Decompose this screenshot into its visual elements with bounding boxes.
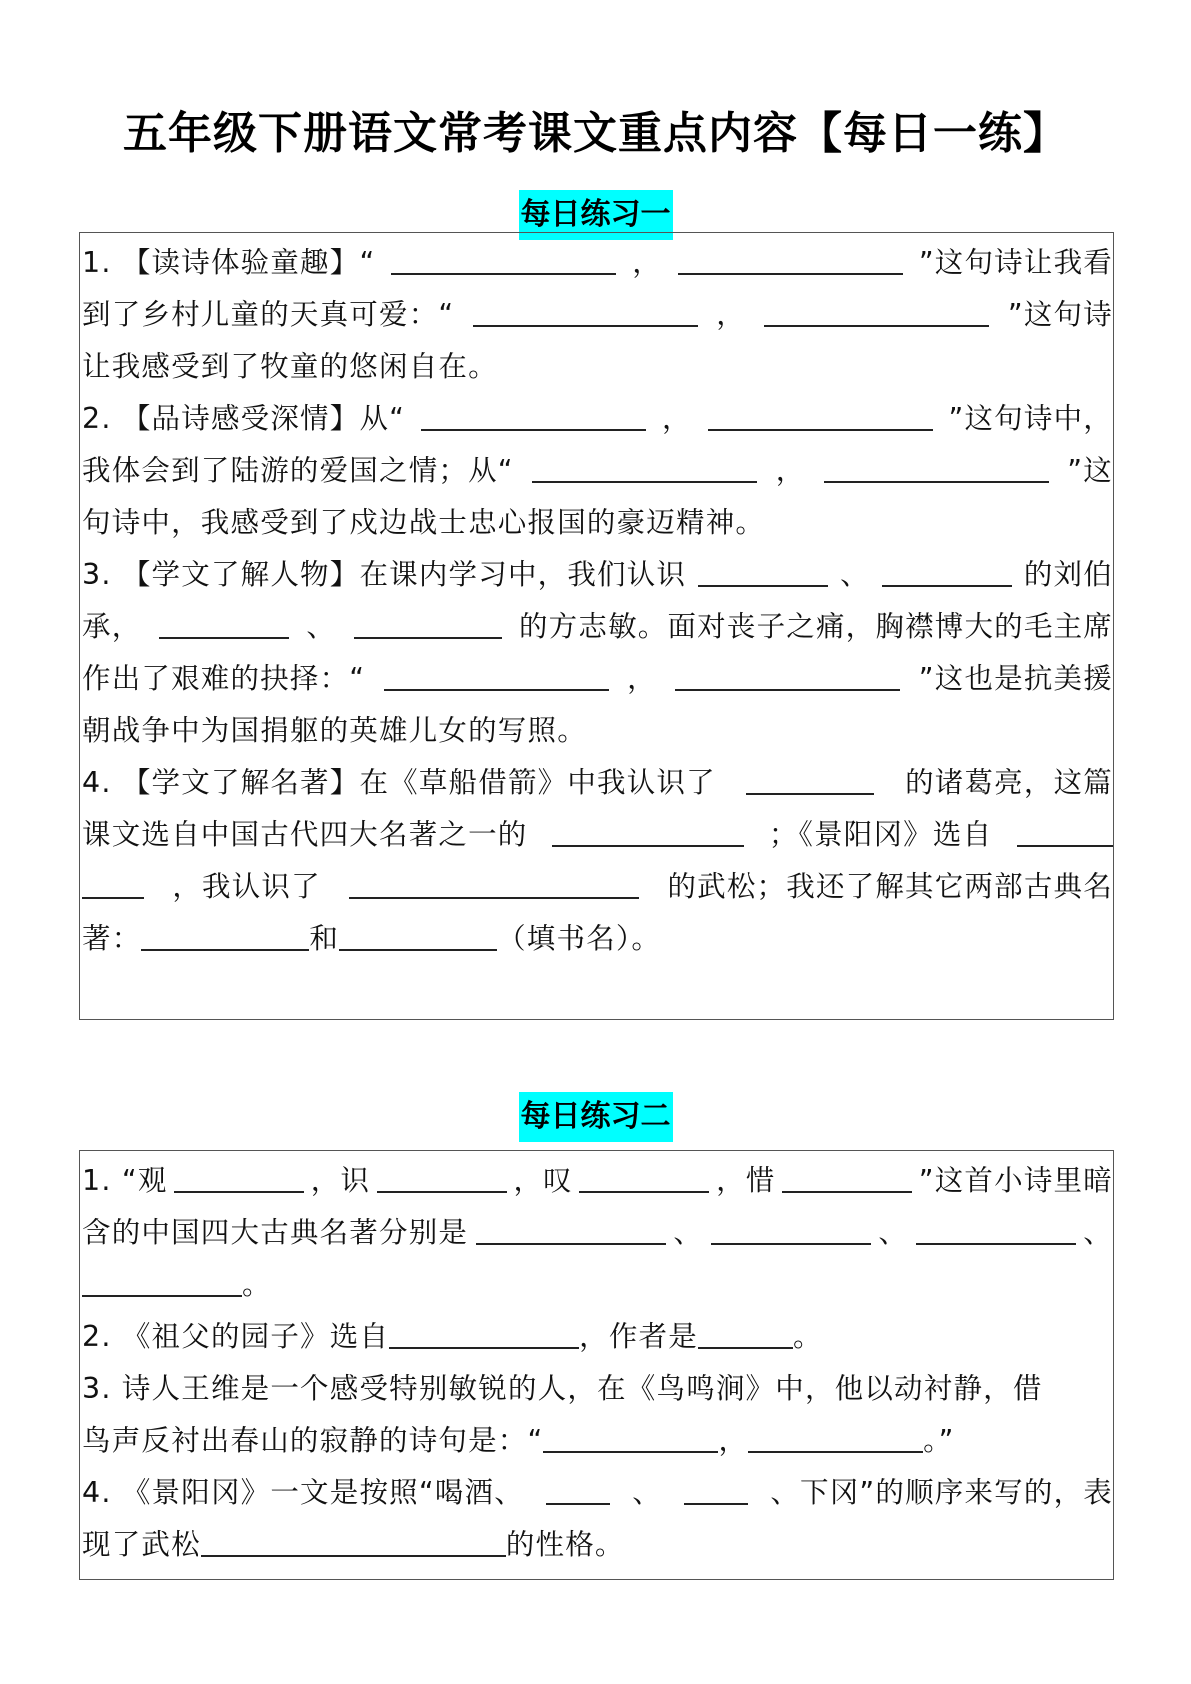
question-text: ， <box>627 662 657 695</box>
fill-in-blank[interactable] <box>532 447 757 483</box>
question-text: 承， <box>82 610 142 643</box>
fill-in-blank[interactable] <box>377 1157 507 1193</box>
fill-in-blank[interactable] <box>473 291 698 327</box>
fill-in-blank[interactable] <box>82 863 144 899</box>
question-text: 4. 《景阳冈》一文是按照“喝酒、 <box>82 1476 524 1509</box>
question-line <box>82 757 1113 809</box>
question-text: 、 <box>673 1216 704 1249</box>
question-text: ，惜 <box>716 1164 776 1197</box>
question-text: 的诸葛亮，这篇 <box>905 766 1113 799</box>
question-line <box>82 1415 1113 1467</box>
question-text: ”这句诗让我看 <box>918 246 1113 279</box>
question-line <box>82 1311 1113 1363</box>
question-line <box>82 341 1113 393</box>
question-text: 2. 《祖父的园子》选自 <box>82 1320 390 1353</box>
question-line <box>82 393 1113 445</box>
practice-1-box <box>79 232 1114 1020</box>
fill-in-blank[interactable] <box>201 1521 506 1557</box>
question-text: 的刘伯 <box>1023 558 1113 591</box>
fill-in-blank[interactable] <box>708 395 933 431</box>
question-text: 现了武松 <box>82 1528 201 1561</box>
question-line <box>82 705 1113 757</box>
question-text: 的性格。 <box>505 1528 625 1561</box>
fill-in-blank[interactable] <box>698 1313 793 1349</box>
question-text: 、 <box>878 1216 909 1249</box>
fill-in-blank[interactable] <box>391 239 616 275</box>
question-text: ”这首小诗里暗 <box>918 1164 1113 1197</box>
fill-in-blank[interactable] <box>546 1469 610 1505</box>
question-text: ”这句诗 <box>1007 298 1113 331</box>
question-line <box>82 1363 1113 1415</box>
question-text: 的武松；我还了解其它两部古典名 <box>667 870 1113 903</box>
fill-in-blank[interactable] <box>746 759 874 795</box>
question-text: ， <box>718 1424 749 1457</box>
question-text: 让我感受到了牧童的悠闲自在。 <box>82 350 498 383</box>
question-line <box>82 809 1113 861</box>
question-text: 4. 【学文了解名著】在《草船借箭》中我认识了 <box>82 766 716 799</box>
question-text: 课文选自中国古代四大名著之一的 <box>82 818 528 851</box>
question-text: 朝战争中为国捐躯的英雄儿女的写照。 <box>82 714 587 747</box>
fill-in-blank[interactable] <box>824 447 1049 483</box>
question-line <box>82 861 1113 913</box>
question-text: 、 <box>306 610 337 643</box>
fill-in-blank[interactable] <box>1017 811 1113 847</box>
question-text: 作出了艰难的抉择：“ <box>82 662 366 695</box>
fill-in-blank[interactable] <box>684 1469 748 1505</box>
question-text: ， <box>661 402 692 435</box>
question-text: 2. 【品诗感受深情】从“ <box>82 402 406 435</box>
question-text: 鸟声反衬出春山的寂静的诗句是：“ <box>82 1424 544 1457</box>
question-text: 、 <box>1083 1216 1113 1249</box>
fill-in-blank[interactable] <box>579 1157 709 1193</box>
fill-in-blank[interactable] <box>711 1209 871 1245</box>
fill-in-blank[interactable] <box>159 603 289 639</box>
question-text: ，我认识了 <box>172 870 321 903</box>
question-text: 我体会到了陆游的爱国之情；从“ <box>82 454 514 487</box>
fill-in-blank[interactable] <box>349 863 639 899</box>
question-text: 、 <box>632 1476 662 1509</box>
fill-in-blank[interactable] <box>141 915 309 951</box>
question-line <box>82 1259 1113 1311</box>
question-text: 。 <box>792 1320 823 1353</box>
section-label-practice-2: 每日练习二 <box>519 1092 673 1142</box>
fill-in-blank[interactable] <box>678 239 903 275</box>
question-text: 3. 【学文了解人物】在课内学习中，我们认识 <box>82 558 687 591</box>
question-text: ， <box>716 298 746 331</box>
question-line <box>82 237 1113 289</box>
fill-in-blank[interactable] <box>174 1157 304 1193</box>
question-line <box>82 653 1113 705</box>
question-text: ”这也是抗美援 <box>918 662 1113 695</box>
question-line <box>82 497 1113 549</box>
question-text: ， <box>775 454 806 487</box>
question-line <box>82 1155 1113 1207</box>
fill-in-blank[interactable] <box>764 291 989 327</box>
fill-in-blank[interactable] <box>476 1209 666 1245</box>
question-text: 、 <box>840 558 870 591</box>
page-title: 五年级下册语文常考课文重点内容【每日一练】 <box>123 108 1068 159</box>
question-text: 含的中国四大古典名著分别是 <box>82 1216 469 1249</box>
fill-in-blank[interactable] <box>782 1157 912 1193</box>
question-line <box>82 445 1113 497</box>
question-text: 和 <box>309 922 340 955</box>
fill-in-blank[interactable] <box>916 1209 1076 1245</box>
question-text: ；《景阳冈》选自 <box>768 818 993 851</box>
question-text: ，作者是 <box>579 1320 698 1353</box>
question-text: ”这 <box>1067 454 1113 487</box>
question-line <box>82 1519 1113 1571</box>
fill-in-blank[interactable] <box>82 1261 242 1297</box>
question-line <box>82 1467 1113 1519</box>
fill-in-blank[interactable] <box>339 915 497 951</box>
question-text: 著： <box>82 922 142 955</box>
question-text: （填书名）。 <box>497 922 662 955</box>
question-line <box>82 549 1113 601</box>
question-text: 、下冈”的顺序来写的，表 <box>770 1476 1113 1509</box>
section-label-practice-1: 每日练习一 <box>519 190 673 240</box>
question-text: 的方志敏。面对丧子之痛，胸襟博大的毛主席 <box>518 610 1113 643</box>
question-line <box>82 289 1113 341</box>
fill-in-blank[interactable] <box>882 551 1012 587</box>
question-text: 3. 诗人王维是一个感受特别敏锐的人，在《鸟鸣涧》中，他以动衬静，借 <box>82 1372 1043 1405</box>
question-text: 到了乡村儿童的天真可爱：“ <box>82 298 455 331</box>
question-text: ， <box>632 246 662 279</box>
fill-in-blank[interactable] <box>748 1417 923 1453</box>
fill-in-blank[interactable] <box>389 1313 579 1349</box>
fill-in-blank[interactable] <box>384 655 609 691</box>
question-text: ，识 <box>310 1164 371 1197</box>
question-text: ，叹 <box>513 1164 573 1197</box>
question-text: 句诗中，我感受到了戍边战士忠心报国的豪迈精神。 <box>82 506 766 539</box>
question-text: 。 <box>242 1268 272 1301</box>
question-line <box>82 601 1113 653</box>
fill-in-blank[interactable] <box>421 395 646 431</box>
question-text: 1. 【读诗体验童趣】“ <box>82 246 376 279</box>
question-text: 。” <box>923 1424 955 1457</box>
question-line <box>82 913 1113 965</box>
fill-in-blank[interactable] <box>354 603 502 639</box>
fill-in-blank[interactable] <box>552 811 744 847</box>
question-line <box>82 1207 1113 1259</box>
fill-in-blank[interactable] <box>675 655 900 691</box>
fill-in-blank[interactable] <box>543 1417 718 1453</box>
question-text: 1. “观 <box>82 1164 168 1197</box>
question-text: ”这句诗中， <box>948 402 1113 435</box>
practice-2-box <box>79 1150 1114 1580</box>
fill-in-blank[interactable] <box>698 551 828 587</box>
